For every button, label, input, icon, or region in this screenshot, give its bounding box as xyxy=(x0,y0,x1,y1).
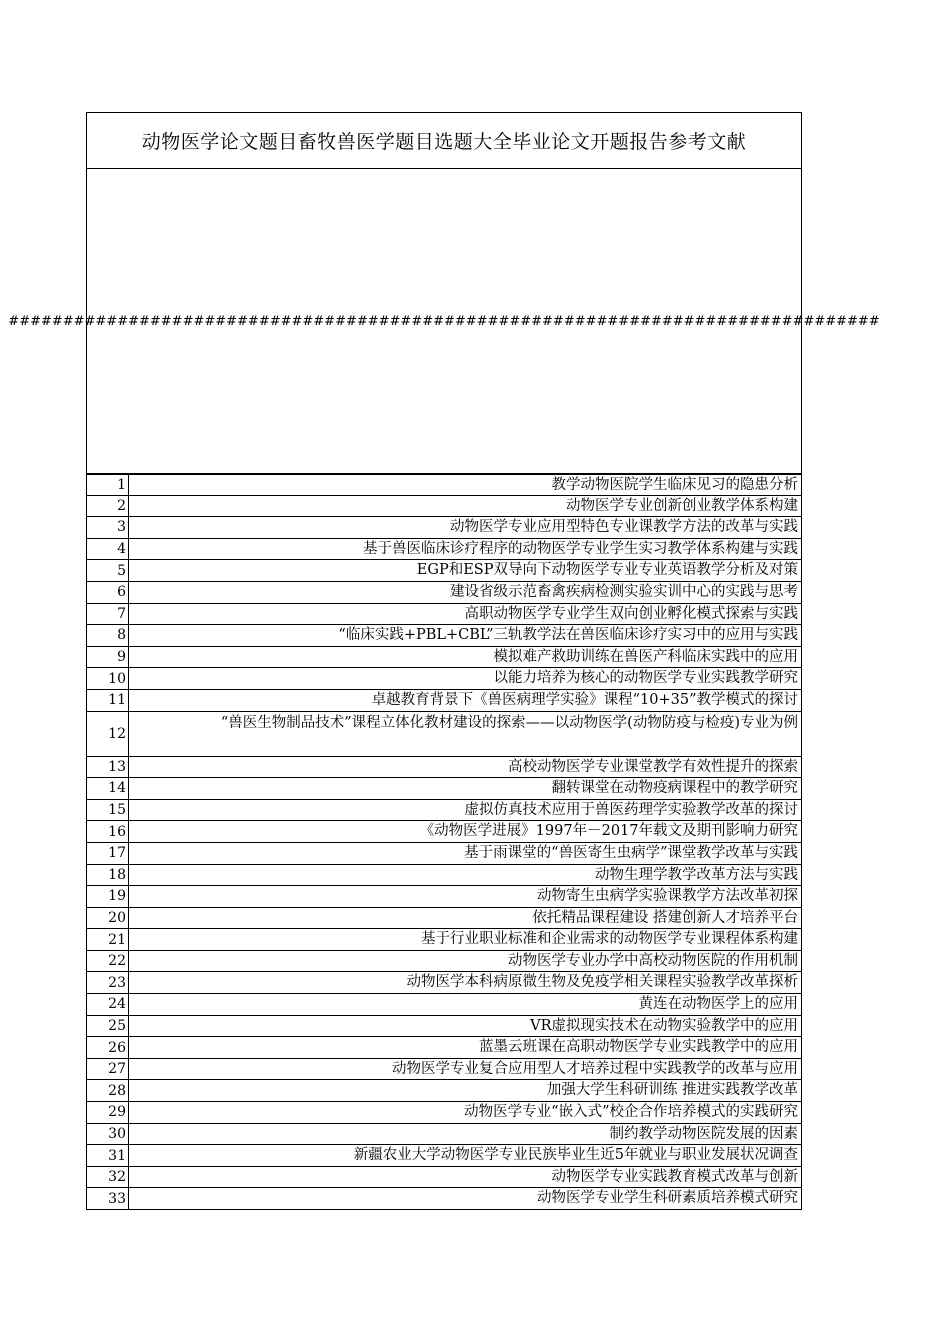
row-number: 18 xyxy=(86,865,129,886)
table-row xyxy=(86,517,802,539)
row-title: 动物寄生虫病学实验课教学方法改革初探 xyxy=(129,886,802,907)
overflow-cell xyxy=(8,169,880,474)
row-title: 教学动物医院学生临床见习的隐患分析 xyxy=(129,475,802,495)
table-row xyxy=(86,1016,802,1038)
row-number: 2 xyxy=(86,496,129,517)
row-number: 17 xyxy=(86,843,129,864)
row-number: 3 xyxy=(86,517,129,538)
table-row xyxy=(86,929,802,951)
table-row xyxy=(86,865,802,887)
table-row xyxy=(86,821,802,843)
row-title: “临床实践+PBL+CBL”三轨教学法在兽医临床诊疗实习中的应用与实践 xyxy=(129,625,802,646)
table-row xyxy=(86,1102,802,1124)
row-title: 制约教学动物医院发展的因素 xyxy=(129,1124,802,1145)
table-row xyxy=(86,625,802,647)
row-title: 动物医学专业实践教育模式改革与创新 xyxy=(129,1167,802,1188)
row-title: 模拟难产救助训练在兽医产科临床实践中的应用 xyxy=(129,647,802,668)
table-row xyxy=(86,994,802,1016)
row-title: 黄连在动物医学上的应用 xyxy=(129,994,802,1015)
row-title: 虚拟仿真技术应用于兽医药理学实验教学改革的探讨 xyxy=(129,800,802,821)
row-title: 动物医学专业创新创业教学体系构建 xyxy=(129,496,802,517)
row-number: 1 xyxy=(86,475,129,495)
table-row xyxy=(86,668,802,690)
row-number: 31 xyxy=(86,1145,129,1166)
row-title: 动物医学专业“嵌入式”校企合作培养模式的实践研究 xyxy=(129,1102,802,1123)
table-row xyxy=(86,1188,802,1210)
row-title: 基于雨课堂的“兽医寄生虫病学”课堂教学改革与实践 xyxy=(129,843,802,864)
row-number: 7 xyxy=(86,604,129,625)
topic-list xyxy=(86,474,802,1210)
row-number: 9 xyxy=(86,647,129,668)
row-number: 24 xyxy=(86,994,129,1015)
table-row xyxy=(86,647,802,669)
table-row xyxy=(86,1037,802,1059)
row-number: 11 xyxy=(86,690,129,711)
table-row xyxy=(86,1145,802,1167)
table-row xyxy=(86,1080,802,1102)
table-row xyxy=(86,712,802,757)
row-title: 动物医学本科病原微生物及免疫学相关课程实验教学改革探析 xyxy=(129,972,802,993)
row-title: 基于行业职业标准和企业需求的动物医学专业课程体系构建 xyxy=(129,929,802,950)
row-title: 高职动物医学专业学生双向创业孵化模式探索与实践 xyxy=(129,604,802,625)
table-row xyxy=(86,1124,802,1146)
row-number: 28 xyxy=(86,1080,129,1101)
table-row xyxy=(86,843,802,865)
row-number: 4 xyxy=(86,539,129,560)
row-title: EGP和ESP双导向下动物医学专业专业英语教学分析及对策 xyxy=(129,560,802,581)
overflow-hash-text: ################################################################################ xyxy=(8,313,880,329)
row-number: 21 xyxy=(86,929,129,950)
row-number: 12 xyxy=(86,712,129,756)
spreadsheet xyxy=(8,112,880,1210)
title-cell xyxy=(86,112,802,169)
row-number: 14 xyxy=(86,778,129,799)
row-number: 8 xyxy=(86,625,129,646)
table-row xyxy=(86,539,802,561)
row-title: VR虚拟现实技术在动物实验教学中的应用 xyxy=(129,1016,802,1037)
table-row xyxy=(86,1167,802,1189)
row-title: “兽医生物制品技术”课程立体化教材建设的探索——以动物医学(动物防疫与检疫)专业为例 xyxy=(129,712,802,756)
row-title: 卓越教育背景下《兽医病理学实验》课程“10+35”教学模式的探讨 xyxy=(129,690,802,711)
row-number: 5 xyxy=(86,560,129,581)
row-number: 22 xyxy=(86,951,129,972)
row-title: 动物医学专业复合应用型人才培养过程中实践教学的改革与应用 xyxy=(129,1059,802,1080)
row-number: 13 xyxy=(86,757,129,778)
row-number: 16 xyxy=(86,821,129,842)
row-title: 以能力培养为核心的动物医学专业实践教学研究 xyxy=(129,668,802,689)
table-row xyxy=(86,560,802,582)
table-row xyxy=(86,690,802,712)
row-number: 27 xyxy=(86,1059,129,1080)
row-title: 动物医学专业应用型特色专业课教学方法的改革与实践 xyxy=(129,517,802,538)
row-title: 依托精品课程建设 搭建创新人才培养平台 xyxy=(129,908,802,929)
table-row xyxy=(86,474,802,496)
row-title: 动物医学专业学生科研素质培养模式研究 xyxy=(129,1188,802,1209)
table-row xyxy=(86,757,802,779)
row-title: 动物医学专业办学中高校动物医院的作用机制 xyxy=(129,951,802,972)
table-row xyxy=(86,908,802,930)
row-number: 26 xyxy=(86,1037,129,1058)
row-title: 蓝墨云班课在高职动物医学专业实践教学中的应用 xyxy=(129,1037,802,1058)
row-number: 32 xyxy=(86,1167,129,1188)
row-title: 新疆农业大学动物医学专业民族毕业生近5年就业与职业发展状况调查 xyxy=(129,1145,802,1166)
row-title: 基于兽医临床诊疗程序的动物医学专业学生实习教学体系构建与实践 xyxy=(129,539,802,560)
row-number: 33 xyxy=(86,1188,129,1209)
row-number: 23 xyxy=(86,972,129,993)
table-row xyxy=(86,1059,802,1081)
document-title: 动物医学论文题目畜牧兽医学题目选题大全毕业论文开题报告参考文献 xyxy=(141,131,747,153)
row-title: 加强大学生科研训练 推进实践教学改革 xyxy=(129,1080,802,1101)
table-row xyxy=(86,778,802,800)
table-row xyxy=(86,951,802,973)
row-number: 10 xyxy=(86,668,129,689)
table-row xyxy=(86,800,802,822)
row-number: 30 xyxy=(86,1124,129,1145)
table-row xyxy=(86,604,802,626)
row-number: 15 xyxy=(86,800,129,821)
row-number: 20 xyxy=(86,908,129,929)
row-number: 25 xyxy=(86,1016,129,1037)
row-number: 19 xyxy=(86,886,129,907)
row-number: 6 xyxy=(86,582,129,603)
table-row xyxy=(86,886,802,908)
row-number: 29 xyxy=(86,1102,129,1123)
row-title: 高校动物医学专业课堂教学有效性提升的探索 xyxy=(129,757,802,778)
row-title: 翻转课堂在动物疫病课程中的教学研究 xyxy=(129,778,802,799)
table-row xyxy=(86,972,802,994)
table-row xyxy=(86,496,802,518)
row-title: 《动物医学进展》1997年－2017年载文及期刊影响力研究 xyxy=(129,821,802,842)
table-row xyxy=(86,582,802,604)
row-title: 建设省级示范畜禽疾病检测实验实训中心的实践与思考 xyxy=(129,582,802,603)
row-title: 动物生理学教学改革方法与实践 xyxy=(129,865,802,886)
